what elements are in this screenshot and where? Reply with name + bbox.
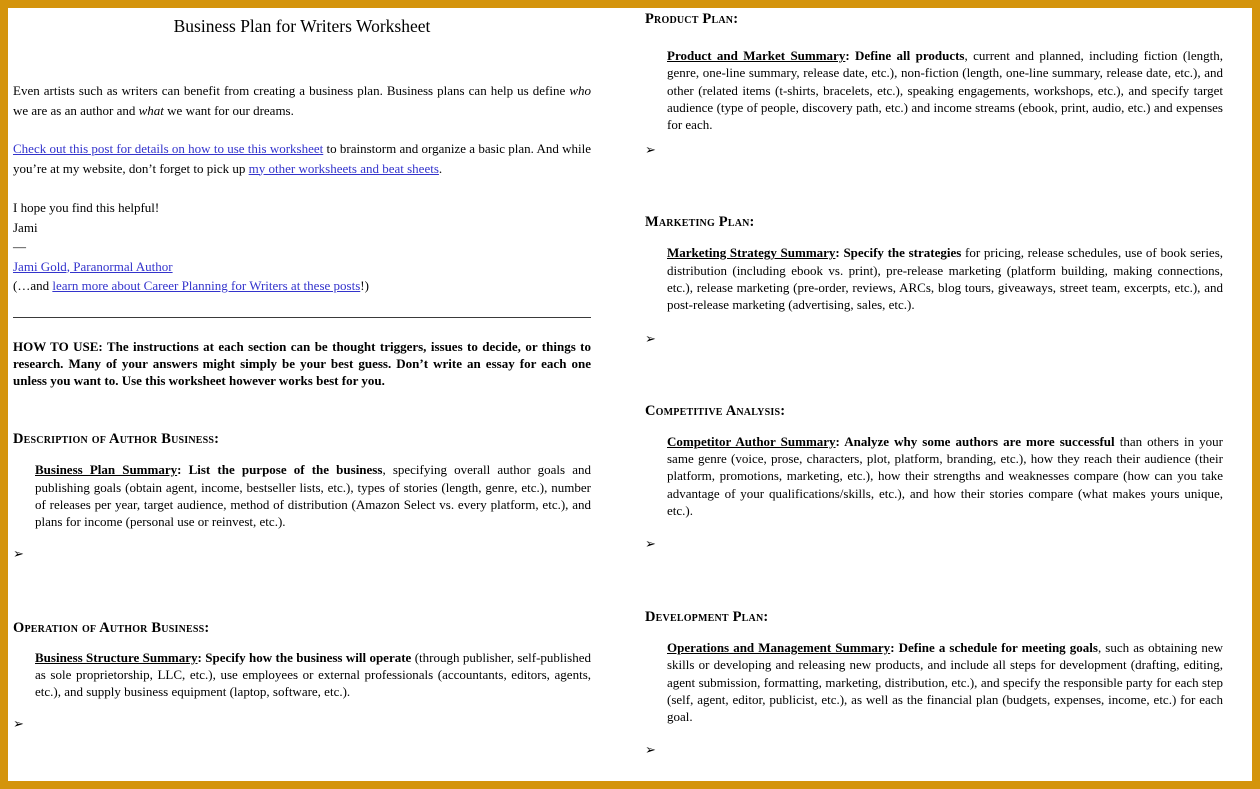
bold-lead: Define all products [855, 48, 965, 63]
separator: : [835, 433, 845, 449]
bold-lead: Analyze why some authors are more successful [844, 433, 1115, 449]
bold-lead: Specify how the business will operate [205, 649, 412, 665]
signature-name: Jami [13, 219, 38, 235]
marketing-strategy-summary-label: Marketing Strategy Summary [667, 245, 836, 261]
paragraph-body: than others in your same genre (voice, prose, characters, plot, platform, branding, etc.), how they reach their audience (their platform, promotions, marketing, etc.), how their strengths and weaknesses compare (how can you take advantage of your qualifications/skills, etc.), and how their stories compare (what makes yours unique, etc.). [667, 433, 1224, 518]
left-column [8, 8, 591, 781]
intro-italic-what: what [138, 102, 164, 118]
ps-text-post: !) [360, 278, 369, 293]
signature-dash: — [13, 239, 26, 254]
cta-text-mid: to brainstorm and organize a basic plan. And while you’re at my website, don’t forget to pick up [13, 141, 591, 176]
arrow-bullet: ➢ [645, 742, 656, 758]
separator: : [835, 245, 844, 261]
section-heading-development: Development Plan: [645, 609, 769, 626]
section-heading-competitive: Competitive Analysis: [645, 402, 786, 419]
helpful-line: I hope you find this helpful! [13, 200, 160, 215]
separator: : [177, 462, 189, 478]
business-structure-summary-label: Business Structure Summary [35, 649, 198, 665]
business-plan-summary-label: Business Plan Summary [35, 462, 178, 478]
intro-text: Even artists such as writers can benefit from creating a business plan. Business plans can help us define [13, 83, 570, 98]
cta-text-end: . [438, 160, 443, 176]
paragraph-body: (through publisher, self-published as sole proprietorship, LLC, etc.), use employees or external professionals (accountants, editors, agents, etc.), and supply business equipment (laptop, software, etc.). [35, 649, 591, 700]
divider [13, 317, 591, 318]
career-planning-link[interactable]: learn more about Career Planning for Writers at these posts [52, 278, 361, 293]
author-site-link[interactable]: Jami Gold, Paranormal Author [13, 258, 173, 274]
right-column [645, 8, 1225, 781]
business-structure-summary-paragraph [35, 649, 591, 701]
marketing-strategy-summary-paragraph [667, 244, 1223, 313]
product-market-summary-label: Product and Market Summary [667, 48, 846, 63]
paragraph-body: , specifying overall author goals and publishing goals (obtain agent, income, bestseller lists, etc.), types of stories (length, genre, etc.), number of releases per year, target audience, method of distribution (Amazon Select vs. every platform, etc.), and plans for income (personal use or reinvest, etc.). [35, 462, 591, 530]
competitor-author-summary-paragraph [667, 433, 1223, 519]
section-heading-description: Description of Author Business: [13, 431, 220, 448]
cta-paragraph [13, 139, 591, 178]
arrow-bullet: ➢ [13, 546, 24, 562]
intro-paragraph [13, 81, 591, 120]
section-heading-marketing: Marketing Plan: [645, 214, 755, 231]
separator: : [845, 48, 856, 63]
operations-management-summary-paragraph [667, 639, 1223, 725]
section-heading-operation: Operation of Author Business: [13, 619, 210, 636]
intro-text-mid: we are as an author and [13, 102, 139, 118]
paragraph-body: , such as obtaining new skills or developing and releasing new products, and include all steps for development (drafting, editing, agent submission, formatting, marketing, distribution, etc.), and specify the responsible party for each step (self, agent, editor, publicist, etc.), as well as the financial plan (budgets, expenses, income, etc.) for each goal. [667, 640, 1224, 725]
paragraph-body: for pricing, release schedules, use of book series, distribution (including ebook vs. print), pre-release marketing (platform building, making connections, etc.), release marketing (pre-order, reviews, ARCs, blog tours, giveaways, street team, excerpts, etc.), and post-release marketing (advertising, sales, etc.). [667, 245, 1224, 313]
intro-italic-who: who [569, 83, 591, 98]
worksheet-post-link[interactable]: Check out this post for details on how to use this worksheet [13, 141, 324, 156]
arrow-bullet: ➢ [645, 143, 656, 159]
other-worksheets-link[interactable]: my other worksheets and beat sheets [248, 160, 439, 176]
bold-lead: List the purpose of the business [188, 462, 383, 478]
bold-lead: Define a schedule for meeting goals [898, 640, 1098, 656]
arrow-bullet: ➢ [645, 331, 656, 347]
section-heading-product: Product Plan: [645, 11, 739, 27]
separator: : [197, 649, 206, 665]
closing-block [13, 198, 591, 296]
bold-lead: Specify the strategies [843, 245, 962, 261]
page-title: Business Plan for Writers Worksheet [173, 16, 431, 36]
operations-management-summary-label: Operations and Management Summary [667, 640, 891, 656]
ps-text-pre: (…and [13, 278, 53, 293]
competitor-author-summary-label: Competitor Author Summary [667, 433, 836, 449]
paragraph-body: , current and planned, including fiction (length, genre, one-line summary, release date, etc.), non-fiction (length, one-line summary, release date, etc.), and other (related items (t-shirts, bracelets, etc.), speaking engagements, workshops, etc.), and specify target audience (type of people, discovery path, etc.) and income streams (ebook, print, audio, etc.) and expenses for each. [667, 48, 1223, 133]
business-plan-summary-paragraph [35, 461, 591, 530]
separator: : [890, 640, 899, 656]
arrow-bullet: ➢ [13, 717, 24, 733]
how-to-use-paragraph: HOW TO USE: The instructions at each section can be thought triggers, issues to decide, or things to research. Many of your answers might simply be your best guess. Don’t write an essay for each one unless you want to. Use this worksheet however works best for you. [13, 338, 591, 389]
product-market-summary-paragraph [667, 47, 1223, 133]
arrow-bullet: ➢ [645, 537, 656, 553]
intro-text-end: we want for our dreams. [163, 102, 294, 118]
